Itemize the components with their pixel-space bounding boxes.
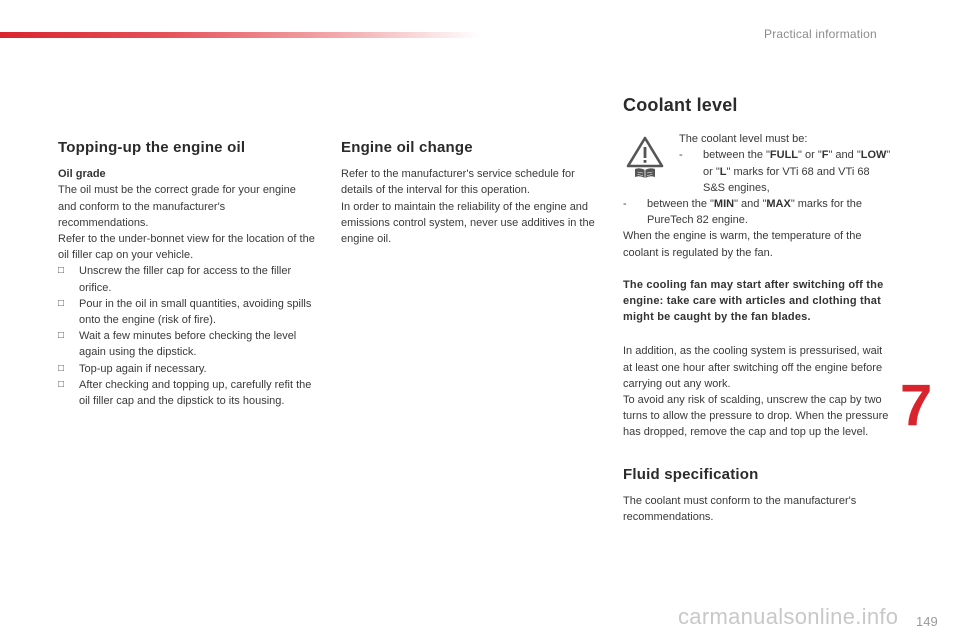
oil-change-section (341, 140, 599, 247)
coolant-warning-row (623, 131, 891, 196)
list-item: □ Unscrew the filler cap for access to the filler orifice. (58, 265, 292, 294)
list-item: - between the "FULL" or "F" and "LOW" or "L" marks for VTi 68 and VTi 68 S&S engines, (679, 149, 891, 194)
list-item: - between the "MIN" and "MAX" marks for the PureTech 82 engine. (623, 198, 862, 227)
oil-grade-paragraph: The oil must be the correct grade for your engine and conform to the manufacturer's recommendations. (58, 184, 296, 229)
checkbox-icon: □ (58, 330, 65, 342)
warning-manual-icon (625, 135, 665, 179)
list-item: □ Pour in the oil in small quantities, avoiding spills onto the engine (risk of fire). (58, 297, 312, 327)
coolant-warm-paragraph: When the engine is warm, the temperature of the coolant is regulated by the fan. (623, 230, 862, 259)
watermark: carmanualsonline.info (678, 604, 899, 629)
header-accent-bar (0, 32, 480, 38)
pressure-paragraph: In addition, as the cooling system is pressurised, wait at least one hour after switching off the engine before carrying out any work. (623, 345, 883, 390)
oil-topup-title: Topping-up the engine oil (58, 139, 246, 156)
oil-grade-subtitle: Oil grade (58, 168, 106, 181)
chapter-number: 7 (900, 373, 933, 438)
coolant-title: Coolant level (623, 95, 738, 115)
list-item: □ Top-up again if necessary. (58, 361, 316, 377)
oil-topup-steps (58, 263, 316, 409)
oil-filler-location-paragraph: Refer to the under-bonnet view for the location of the oil filler cap on your vehicle. (58, 233, 315, 262)
fluid-spec-text: The coolant must conform to the manufacturer's recommendations. (623, 494, 857, 524)
oil-change-additives-paragraph: In order to maintain the reliability of the engine and emissions control system, never use additives in the engine oil. (341, 200, 595, 246)
coolant-intro: The coolant level must be: (679, 133, 808, 146)
oil-change-schedule-paragraph: Refer to the manufacturer's service schedule for details of the interval for this operation. (341, 168, 575, 197)
page-number: 149 (916, 614, 938, 629)
fluid-spec-title: Fluid specification (623, 465, 759, 483)
section-title: Practical information (764, 27, 877, 41)
list-item: □ Wait a few minutes before checking the level again using the dipstick. (58, 330, 297, 359)
checkbox-icon: □ (58, 265, 65, 277)
fan-warning: The cooling fan may start after switching off the engine: take care with articles and clothing that might be caught by the fan blades. (623, 278, 884, 324)
checkbox-icon: □ (58, 378, 65, 390)
checkbox-icon: □ (58, 297, 65, 309)
checkbox-icon: □ (58, 362, 65, 374)
coolant-level-text (679, 131, 891, 196)
oil-topup-section (58, 140, 316, 409)
fluid-spec-section (623, 467, 891, 526)
oil-change-title: Engine oil change (341, 139, 473, 156)
coolant-section (623, 97, 891, 525)
scalding-paragraph: To avoid any risk of scalding, unscrew the cap by two turns to allow the pressure to drop. When the pressure has dropped, remove the cap and top up the level. (623, 394, 889, 439)
list-item: □ After checking and topping up, carefully refit the oil filler cap and the dipstick to its housing. (58, 378, 312, 408)
